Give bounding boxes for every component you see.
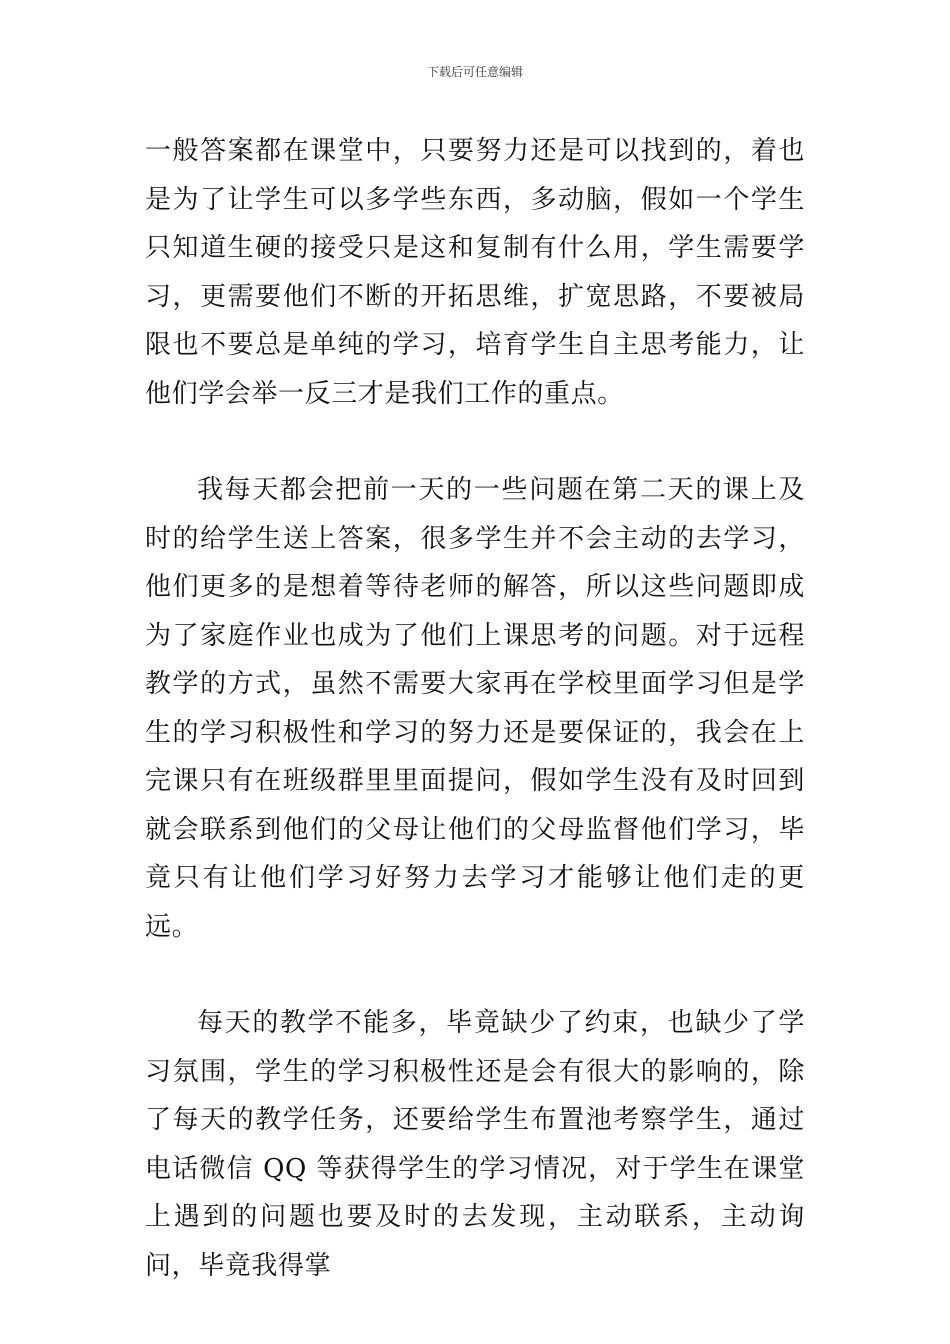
paragraph-1: 一般答案都在课堂中，只要努力还是可以找到的，着也是为了让学生可以多学些东西，多动脑，假如一个学生只知道生硬的接受只是这和复制有什么用，学生需要学习，更需要他们不断的开拓思维，扩宽思路，不要被局限也不要总是单纯的学习，培育学生自主思考能力，让他们学会举一反三才是我们工作的重点。 (145, 136, 805, 409)
paragraph-2: 我每天都会把前一天的一些问题在第二天的课上及时的给学生送上答案，很多学生并不会主动的去学习，他们更多的是想着等待老师的解答，所以这些问题即成为了家庭作业也成为了他们上课思考的问题。对于远程教学的方式，虽然不需要大家再在学校里面学习但是学生的学习积极性和学习的努力还是要保证的，我会在上完课只有在班级群里里面提问，假如学生没有及时回到就会联系到他们的父母让他们的父母监督他们学习，毕竟只有让他们学习好努力去学习才能够让他们走的更远。 (145, 475, 805, 942)
document-body (145, 127, 805, 1290)
paragraph-3: 每天的教学不能多，毕竟缺少了约束，也缺少了学习氛围，学生的学习积极性还是会有很大的影响的，除了每天的教学任务，还要给学生布置池考察学生，通过电话微信 QQ 等获得学生的学习情况，对于学生在课堂上遇到的问题也要及时的去发现，主动联系，主动询问，毕竟我得掌 (145, 1008, 805, 1281)
page-header: 下载后可任意编辑 (426, 65, 523, 79)
